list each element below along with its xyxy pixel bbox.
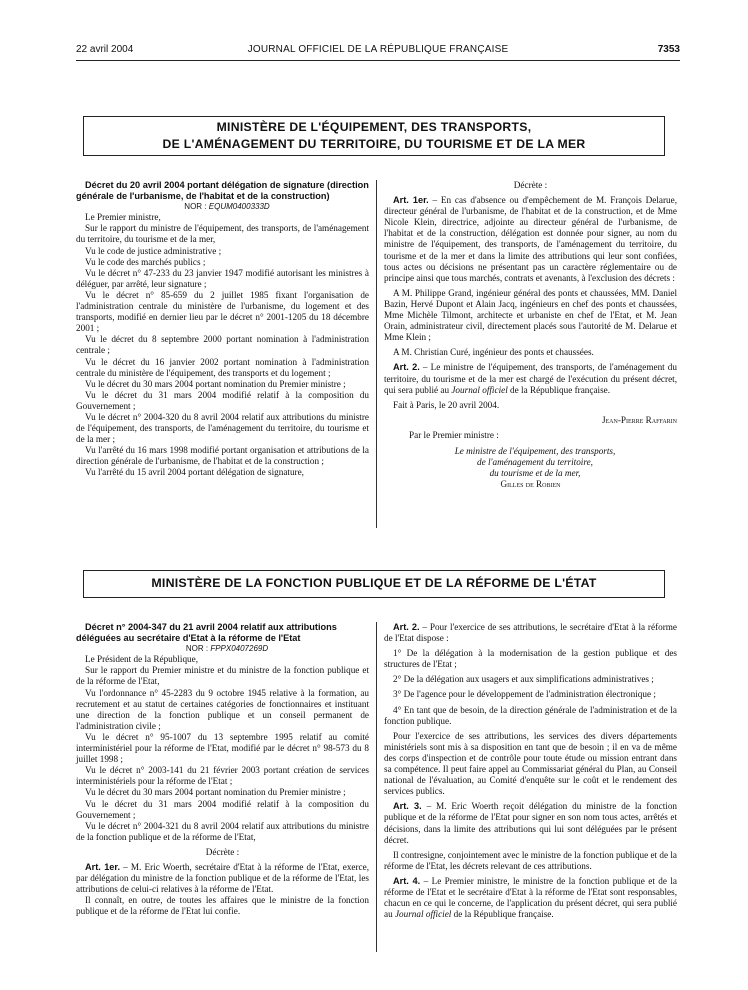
minister-signature-block <box>384 446 677 490</box>
page-number: 7353 <box>657 44 680 55</box>
paragraph: Vu le décret n° 2004-321 du 8 avril 2004 relatif aux attributions du ministre de la fonction publique et de la réforme de l'Etat, <box>76 820 369 842</box>
paragraph: Vu l'arrêté du 15 avril 2004 portant délégation de signature, <box>85 467 304 478</box>
journal-reference: Journal officiel <box>394 909 452 920</box>
paragraph: Vu le décret n° 85-659 du 2 juillet 1985 fixant l'organisation de l'administration centrale du ministère de l'urbanisme, du logement et des transports, modifié en dernier lieu par le décret n° 2001-1205 du 18 décembre 2001 ; <box>76 289 369 334</box>
article-3 <box>384 801 677 845</box>
paragraph: A M. Philippe Grand, ingénieur général des ponts et chaussées, MM. Daniel Bazin, Hervé Dupont et Alain Jacq, ingénieurs en chef des ponts et chaussées, Mme Michèle Tilmont, architecte et urbaniste en chef de l'Etat, et M. Jean Orain, administrateur civil, directement placés sous l'autorité de M. Delarue et Mme Klein ; <box>384 287 677 343</box>
paragraph: Vu le décret du 31 mars 2004 modifié relatif à la composition du Gouvernement ; <box>76 798 369 820</box>
article-text: – Le ministre de l'équipement, des transports, de l'aménagement du territoire, du tourisme et de la mer est chargé de l'exécution du présent décret, qui sera publié au <box>384 362 677 395</box>
paragraph: Vu le décret du 30 mars 2004 portant nomination du Premier ministre ; <box>85 787 346 798</box>
paragraph: Pour l'exercice de ses attributions, les services des divers départements ministériels sont mis à sa disposition en tant que de besoin ; il en va de même des corps d'inspection et de contrôle pour toute étude ou mission entrant dans sa compétence. Il peut faire appel au Commissariat général du Plan, au Conseil national de l'évaluation, au Comité d'enquête sur le coût et le rendement des services publics. <box>384 730 677 797</box>
paragraph: Vu le décret du 16 janvier 2002 portant nomination à l'administration centrale du ministère de l'équipement, des transports et du logement ; <box>76 356 369 378</box>
article-text: – En cas d'absence ou d'empêchement de M. François Delarue, directeur général de l'urbanisme, de l'habitat et de la construction, et de Mme Nicole Klein, directrice, adjointe au directeur général de l'urbanisme, de l'habitat et de la construction, délégation est donnée pour signer, au nom du ministre de l'équipement, des transports, de l'aménagement du territoire, du tourisme et de la mer et dans la limite des attributions qui leur sont confiées, tous actes ou décisions ne présentant pas un caractère réglementaire ou de principe ainsi que tous marchés, contrats et avenants, à l'exclusion des décrets : <box>384 195 677 283</box>
article-text: – M. Eric Woerth, secrétaire d'Etat à la réforme de l'Etat, exerce, par délégation du ministre de la fonction publique et de la réforme de l'Etat, les attributions de celui-ci relatives à la réforme de l'Etat. <box>76 861 370 895</box>
decree-title: Décret n° 2004-347 du 21 avril 2004 relatif aux attributions déléguées au secrétaire d'Etat à la réforme de l'Etat <box>76 622 337 643</box>
paragraph: Vu le code des marchés publics ; <box>85 256 206 267</box>
par-le-line: Par le Premier ministre : <box>409 429 499 440</box>
article-label: Art. 2. <box>393 622 420 632</box>
minister-title-line: du tourisme et de la mer, <box>489 468 581 479</box>
paragraph: Sur le rapport du ministre de l'équipement, des transports, de l'aménagement du territoire, du tourisme et de la mer, <box>76 223 369 245</box>
decree1-column-right <box>384 180 677 532</box>
paragraph: Vu le code de justice administrative ; <box>85 245 222 256</box>
fait-line: Fait à Paris, le 20 avril 2004. <box>393 399 500 410</box>
nor-label: NOR : <box>184 202 207 212</box>
minister-title-line: de l'aménagement du territoire, <box>477 457 593 468</box>
article-text: – M. Eric Woerth reçoit délégation du ministre de la fonction publique et de la réforme de l'Etat pour signer en son nom tous actes, arrêtés et décisions, dans la limite des attributions qui lui sont déléguées par le présent décret. <box>384 801 678 845</box>
column-divider <box>376 622 377 952</box>
decree2-column-right <box>384 622 677 958</box>
ministry-heading-equipement <box>83 116 665 156</box>
journal-title: JOURNAL OFFICIEL DE LA RÉPUBLIQUE FRANÇAISE <box>247 44 509 55</box>
nor-code: FPPX0407269D <box>210 644 269 654</box>
decree-visas <box>76 212 369 478</box>
paragraph: Vu le décret n° 95-1007 du 13 septembre 1995 relatif au comité interministériel pour la réforme de l'Etat, modifié par le décret n° 98-573 du 8 juillet 1998 ; <box>76 731 369 765</box>
paragraph: 2° De la délégation aux usagers et aux simplifications administratives ; <box>393 674 654 685</box>
paragraph: Vu le décret du 31 mars 2004 modifié relatif à la composition du Gouvernement ; <box>76 389 369 411</box>
article-label: Art. 2. <box>393 362 420 373</box>
paragraph: Le Président de la République, <box>85 654 199 665</box>
decree2-column-left <box>76 622 369 958</box>
ministry-heading-line: MINISTÈRE DE L'ÉQUIPEMENT, DES TRANSPORTS, <box>216 120 532 134</box>
nor-reference <box>76 201 369 212</box>
article-label: Art. 1er. <box>85 861 121 872</box>
signatory: Jean-Pierre Raffarin <box>601 414 677 425</box>
decrete-line: Décrète : <box>513 180 548 190</box>
paragraph: 4° En tant que de besoin, de la direction générale de l'administration et de la fonction publique. <box>384 704 677 726</box>
article-2-list <box>384 648 677 727</box>
ministry-heading-line: DE L'AMÉNAGEMENT DU TERRITOIRE, DU TOURISME ET DE LA MER <box>162 137 586 151</box>
paragraph: Il connaît, en outre, de toutes les affaires que le ministre de la fonction publique et de la réforme de l'Etat lui confie. <box>76 895 369 917</box>
ministry-heading-line: MINISTÈRE DE LA FONCTION PUBLIQUE ET DE LA RÉFORME DE L'ÉTAT <box>151 576 597 590</box>
running-header <box>76 44 680 60</box>
paragraph: Le Premier ministre, <box>85 212 161 223</box>
paragraph: Vu l'ordonnance n° 45-2283 du 9 octobre 1945 relative à la formation, au recrutement et au statut de certaines catégories de fonctionnaires et instituant une direction de la fonction publique et un conseil permanent de l'administration civile ; <box>76 687 369 731</box>
nor-label: NOR : <box>185 644 209 654</box>
paragraph: 1° De la délégation à la modernisation de la gestion publique et des structures de l'Etat ; <box>384 648 677 670</box>
paragraph: Vu le décret du 8 septembre 2000 portant nomination à l'administration centrale ; <box>76 334 369 356</box>
article-label: Art. 3. <box>393 801 422 812</box>
paragraph: Il contresigne, conjointement avec le ministre de la fonction publique et de la réforme de l'Etat, les décrets relevant de ces attributions. <box>384 849 677 871</box>
decree-title: Décret du 20 avril 2004 portant délégation de signature (direction générale de l'urbanisme, de l'habitat et de la construction) <box>76 180 369 201</box>
paragraph: 3° De l'agence pour le développement de l'administration électronique ; <box>393 689 656 700</box>
article-label: Art. 4. <box>393 875 421 886</box>
paragraph: Vu le décret n° 2004-320 du 8 avril 2004 relatif aux attributions du ministre de l'équipement, des transports, de l'aménagement du territoire, du tourisme et de la mer ; <box>76 411 369 445</box>
article-text: – Pour l'exercice de ses attributions, le secrétaire d'Etat à la réforme de l'Etat dispose : <box>384 622 678 644</box>
article-2 <box>384 622 677 644</box>
column-divider <box>376 180 377 528</box>
article-text: de la République française. <box>510 384 611 395</box>
minister-title-line: Le ministre de l'équipement, des transports, <box>454 445 616 456</box>
nor-reference <box>76 643 369 654</box>
article-label: Art. 1er. <box>393 195 429 206</box>
paragraph: Vu le décret n° 2003-141 du 21 février 2003 portant création de services interministériels pour la réforme de l'Etat ; <box>76 765 369 787</box>
article-text: de la République française. <box>453 909 554 920</box>
issue-date: 22 avril 2004 <box>76 44 134 55</box>
decree-visas <box>76 654 369 843</box>
article-1 <box>384 195 677 284</box>
article-2 <box>384 362 677 395</box>
ministry-heading-fonction-publique <box>83 570 665 598</box>
article-text: – Le Premier ministre, le ministre de la fonction publique et de la réforme de l'Etat et le secrétaire d'Etat à la réforme de l'Etat sont responsables, chacun en ce qui le concerne, de l'application du présent décret, qui sera publié au <box>384 875 677 920</box>
paragraph: Sur le rapport du Premier ministre et du ministre de la fonction publique et de la réforme de l'Etat, <box>76 665 369 687</box>
paragraph: Vu l'arrêté du 16 mars 1998 modifié portant organisation et attributions de la direction générale de l'urbanisme, de l'habitat et de la construction ; <box>76 445 369 467</box>
article-4 <box>384 876 677 920</box>
decrete-line: Décrète : <box>205 846 240 857</box>
paragraph: A M. Christian Curé, ingénieur des ponts et chaussées. <box>393 347 594 358</box>
nor-code: EQUM0400333D <box>208 202 270 212</box>
minister-name: Gilles de Robien <box>500 479 561 490</box>
header-rule <box>76 60 680 61</box>
decree1-column-left <box>76 180 369 532</box>
journal-reference: Journal officiel <box>451 384 508 395</box>
paragraph: Vu le décret n° 47-233 du 23 janvier 1947 modifié autorisant les ministres à déléguer, par arrêté, leur signature ; <box>76 267 369 289</box>
article-1 <box>76 862 369 895</box>
paragraph: Vu le décret du 30 mars 2004 portant nomination du Premier ministre ; <box>85 378 346 389</box>
